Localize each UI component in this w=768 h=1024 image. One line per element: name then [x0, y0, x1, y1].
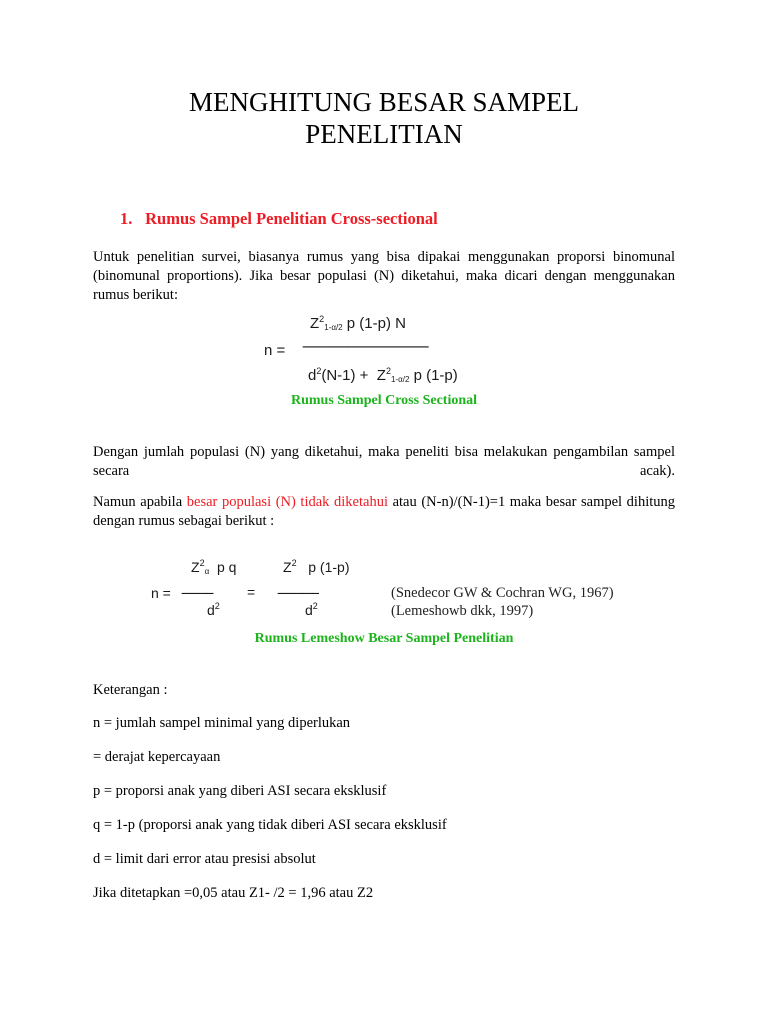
section-title: Rumus Sampel Penelitian Cross-sectional [145, 209, 438, 228]
keterangan-heading: Keterangan : [93, 682, 168, 698]
paragraph-random-sampling: Dengan jumlah populasi (N) yang diketahui, maka peneliti bisa melakukan pengambilan sampel secara acak). [93, 444, 675, 479]
highlight-unknown-population: besar populasi (N) tidak diketahui [186, 494, 388, 510]
formula-cross-sectional [262, 314, 524, 386]
definition-alpha: = derajat kepercayaan [93, 749, 221, 765]
formula2-denominator-left: $d^2$ [207, 601, 220, 618]
confidence-note: Jika ditetapkan =0,05 atau Z1- /2 = 1,96 atau Z2 [93, 885, 374, 901]
formula-lemeshow [145, 552, 645, 622]
intro-paragraph: Untuk penelitian survei, biasanya rumus yang bisa dipakai menggunakan proporsi binomunal (binomunal proportions). Jika besar populasi (N) diketahui, maka dicari dengan menggunakan rumus berikut: [93, 249, 675, 303]
definition-q: q = 1-p (proporsi anak yang tidak diberi ASI secara eksklusif [93, 817, 447, 833]
page-title [0, 86, 768, 150]
formula2-n-equals: n = [151, 585, 171, 601]
caption-lemeshow: Rumus Lemeshow Besar Sampel Penelitian [254, 631, 514, 646]
definition-n: n = jumlah sampel minimal yang diperlukan [93, 715, 351, 731]
title-line-2: PENELITIAN [305, 119, 463, 149]
formula1-numerator: $Z^2_{1-\alpha/2}$ p (1-p) N [310, 314, 406, 332]
formula2-numerator-left: $Z^2_\alpha$ p q [191, 558, 237, 576]
section-heading [120, 209, 438, 229]
citation-snedecor: (Snedecor GW & Cochran WG, 1967) [391, 585, 614, 601]
formula1-denominator: $d^2(N-1) + Z^2_{1-\alpha/2}$ p (1-p) [308, 366, 458, 384]
definition-d: d = limit dari error atau presisi absolut [93, 851, 316, 867]
title-line-1: MENGHITUNG BESAR SAMPEL [188, 87, 580, 117]
section-number: 1. [120, 209, 133, 228]
caption-cross-sectional: Rumus Sampel Cross Sectional [290, 393, 478, 408]
citation-lemeshow: (Lemeshowb dkk, 1997) [391, 603, 534, 619]
definition-p: p = proporsi anak yang diberi ASI secara eksklusif [93, 783, 387, 799]
formula2-equals: = [247, 584, 256, 600]
formula1-n-equals: n = [264, 342, 286, 359]
formula1-fraction-line: ------------------------------------ [302, 338, 428, 355]
formula2-numerator-right: $Z^2$ p (1-p) [283, 558, 350, 575]
paragraph-unknown-population: Namun apabila besar populasi (N) tidak diketahui atau (N-n)/(N-1)=1 maka besar sampel dihitung dengan rumus sebagai berikut : [93, 494, 676, 529]
formula2-fraction-line-right: ------------- [277, 584, 319, 600]
formula2-denominator-right: $d^2$ [305, 601, 318, 618]
formula2-fraction-line-left: ---------- [181, 584, 213, 600]
